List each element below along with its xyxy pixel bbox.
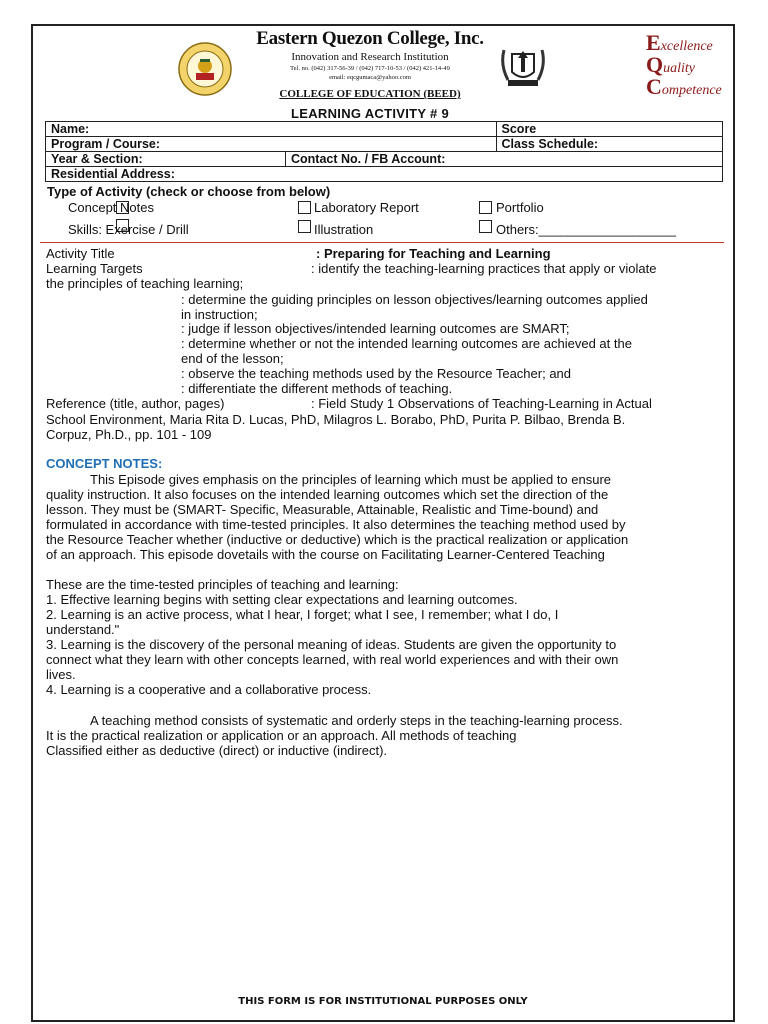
reference-line-1: : Field Study 1 Observations of Teaching-Learning in Actual: [311, 396, 652, 411]
others-checkbox[interactable]: [479, 220, 492, 233]
illustration-checkbox[interactable]: [298, 220, 311, 233]
address-field[interactable]: Residential Address:: [46, 167, 723, 182]
concept-notes-heading: CONCEPT NOTES:: [46, 456, 163, 471]
target-1a: : identify the teaching-learning practices that apply or violate: [311, 261, 657, 276]
teaching-method-line: It is the practical realization or application or an approach. All methods of teaching: [46, 728, 517, 743]
principle-line: 3. Learning is the discovery of the personal meaning of ideas. Students are given the opportunity to: [46, 637, 617, 652]
concept-p1-line: lesson. They must be (SMART- Specific, Measurable, Attainable, Realistic and Time-bound) and: [46, 502, 599, 517]
motto-quality: Quality: [646, 52, 696, 77]
activity-title-value: : Preparing for Teaching and Learning: [316, 246, 551, 261]
lab-report-checkbox[interactable]: [298, 201, 311, 214]
target-1b: the principles of teaching learning;: [46, 276, 244, 291]
target-6: : differentiate the different methods of teaching.: [181, 381, 453, 396]
principle-line: understand.": [46, 622, 120, 637]
college-name: Eastern Quezon College, Inc.: [256, 28, 484, 49]
concept-p1-line: formulated in accordance with time-tested principles. It also determines the teaching method used by: [46, 517, 626, 532]
contact-field[interactable]: Contact No. / FB Account:: [286, 152, 723, 167]
department-name: COLLEGE OF EDUCATION (BEED): [279, 88, 461, 100]
teaching-method-line: A teaching method consists of systematic and orderly steps in the teaching-learning process.: [90, 713, 623, 728]
concept-p1-line: quality instruction. It also focuses on the intended learning outcomes which set the direction of the: [46, 487, 609, 502]
year-section-field[interactable]: Year & Section:: [46, 152, 286, 167]
principles-intro: These are the time-tested principles of teaching and learning:: [46, 577, 399, 592]
section-divider: [40, 242, 724, 243]
principle-line: 1. Effective learning begins with setting clear expectations and learning outcomes.: [46, 592, 518, 607]
motto-excellence: Excellence: [646, 30, 713, 55]
activity-type-heading: Type of Activity (check or choose from below): [47, 184, 331, 199]
others-label: Others:___________________: [496, 222, 676, 237]
portfolio-label: Portfolio: [496, 200, 544, 215]
portfolio-checkbox[interactable]: [479, 201, 492, 214]
target-2b: in instruction;: [181, 307, 258, 322]
target-4a: : determine whether or not the intended learning outcomes are achieved at the: [181, 336, 632, 351]
target-5: : observe the teaching methods used by the Resource Teacher; and: [181, 366, 572, 381]
student-info-table: [45, 121, 723, 182]
activity-title-label: Activity Title: [46, 246, 115, 261]
footer-notice: THIS FORM IS FOR INSTITUTIONAL PURPOSES ONLY: [238, 996, 528, 1007]
institution-name: Innovation and Research Institution: [291, 51, 449, 63]
target-4b: end of the lesson;: [181, 351, 284, 366]
concept-notes-label: Concept Notes: [68, 200, 154, 215]
concept-p1-line: the Resource Teacher whether (inductive or deductive) which is the practical realization or application: [46, 532, 629, 547]
principle-line: 2. Learning is an active process, what I hear, I forget; what I see, I remember; what I do, I: [46, 607, 559, 622]
reference-label: Reference (title, author, pages): [46, 396, 225, 411]
principle-line: 4. Learning is a cooperative and a collaborative process.: [46, 682, 372, 697]
reference-line-3: Corpuz, Ph.D., pp. 101 - 109: [46, 427, 212, 442]
principle-line: connect what they learn with other concepts learned, with real world experiences and with their own: [46, 652, 619, 667]
target-3: : judge if lesson objectives/intended learning outcomes are SMART;: [181, 321, 570, 336]
motto-competence: Competence: [646, 74, 722, 99]
learning-targets-label: Learning Targets: [46, 261, 143, 276]
lab-report-label: Laboratory Report: [314, 200, 419, 215]
concept-p1-line: This Episode gives emphasis on the principles of learning which must be applied to ensure: [90, 472, 612, 487]
teaching-method-line: Classified either as deductive (direct) or inductive (indirect).: [46, 743, 388, 758]
reference-line-2: School Environment, Maria Rita D. Lucas, PhD, Milagros L. Borabo, PhD, Purita P. Bilbao, Brenda B.: [46, 412, 626, 427]
illustration-label: Illustration: [314, 222, 374, 237]
principle-line: lives.: [46, 667, 76, 682]
contact-numbers: Tel. no. (042) 317-56-39 / (042) 717-10-53 / (042) 421-14-49: [290, 65, 450, 72]
skills-label: Skills: Exercise / Drill: [68, 222, 189, 237]
score-field[interactable]: Score: [496, 122, 722, 137]
college-email: email: eqcgumaca@yahoo.com: [329, 74, 411, 81]
learning-activity-number: LEARNING ACTIVITY # 9: [291, 106, 449, 121]
concept-p1-line: of an approach. This episode dovetails with the course on Facilitating Learner-Centered Teaching: [46, 547, 605, 562]
class-schedule-field[interactable]: Class Schedule:: [496, 137, 722, 152]
target-2a: : determine the guiding principles on lesson objectives/learning outcomes applied: [181, 292, 648, 307]
name-field[interactable]: Name:: [46, 122, 497, 137]
program-field[interactable]: Program / Course:: [46, 137, 497, 152]
